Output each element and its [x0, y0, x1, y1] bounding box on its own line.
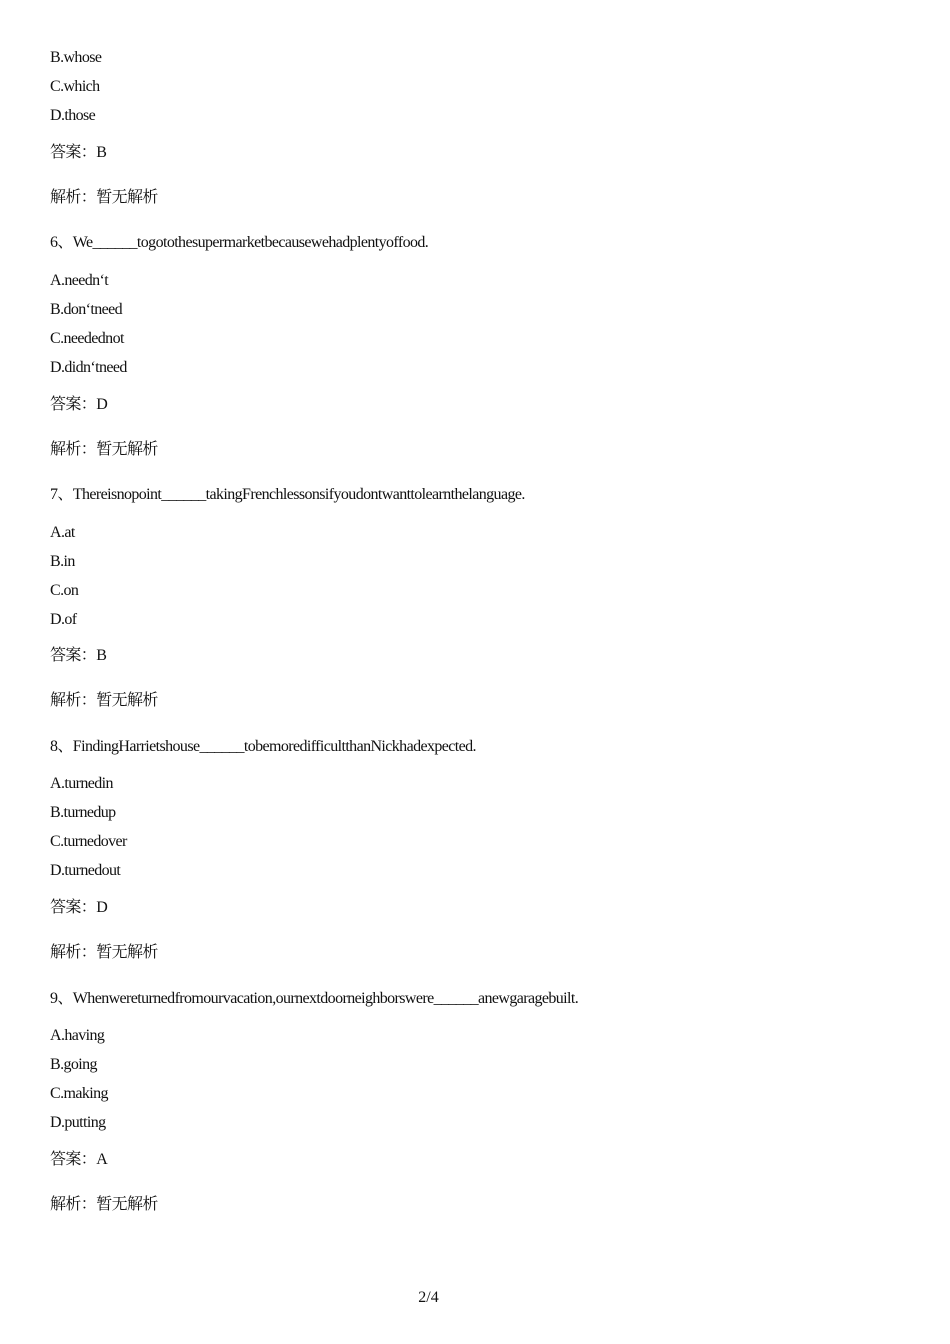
option-c: C.making	[50, 1085, 108, 1102]
analysis: 解析：暂无解析	[50, 441, 158, 458]
option-b: B.turnedup	[50, 804, 116, 821]
analysis: 解析：暂无解析	[50, 1196, 158, 1213]
answer: 答案：B	[50, 647, 107, 664]
option-b: B.don‘tneed	[50, 301, 123, 318]
question-stem: 8、FindingHarrietshouse______tobemoredifficultthanNickhadexpected.	[50, 738, 476, 755]
analysis: 解析：暂无解析	[50, 944, 158, 961]
option-a: A.having	[50, 1027, 105, 1044]
question-stem: 6、We______togotothesupermarketbecausewehadplentyoffood.	[50, 234, 429, 251]
option-b: B.whose	[50, 49, 102, 66]
answer: 答案：B	[50, 144, 107, 161]
option-d: D.of	[50, 611, 77, 628]
option-d: D.didn‘tneed	[50, 359, 127, 376]
question-stem: 7、Thereisnopoint______takingFrenchlessonsifyoudontwanttolearnthelanguage.	[50, 486, 525, 503]
option-b: B.going	[50, 1056, 97, 1073]
option-a: A.needn‘t	[50, 272, 109, 289]
option-c: C.turnedover	[50, 833, 127, 850]
option-a: A.turnedin	[50, 775, 113, 792]
answer: 答案：D	[50, 899, 108, 916]
option-d: D.putting	[50, 1114, 106, 1131]
analysis: 解析：暂无解析	[50, 189, 158, 206]
question-stem: 9、Whenwereturnedfromourvacation,ournextdoorneighborswere______anewgaragebuilt.	[50, 990, 579, 1007]
answer: 答案：A	[50, 1151, 108, 1168]
option-b: B.in	[50, 553, 75, 570]
answer: 答案：D	[50, 396, 108, 413]
option-d: D.turnedout	[50, 862, 121, 879]
option-c: C.which	[50, 78, 100, 95]
page-number: 2/4	[418, 1289, 439, 1306]
option-a: A.at	[50, 524, 75, 541]
option-c: C.on	[50, 582, 79, 599]
analysis: 解析：暂无解析	[50, 692, 158, 709]
option-d: D.those	[50, 107, 96, 124]
option-c: C.needednot	[50, 330, 124, 347]
